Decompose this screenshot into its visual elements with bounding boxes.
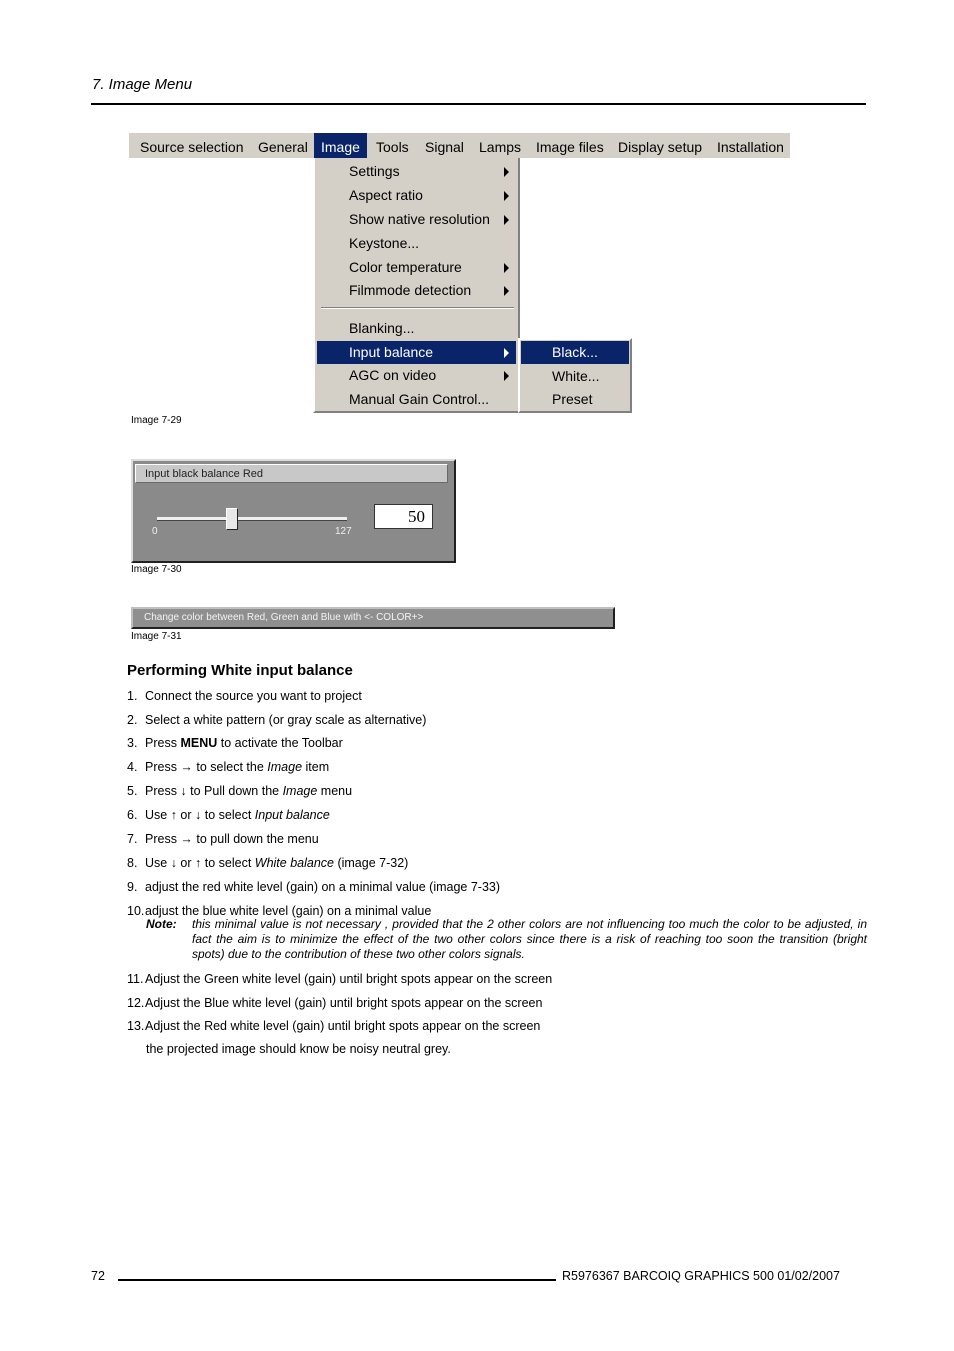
menu-item-label: Color temperature: [349, 259, 462, 275]
menu-separator: [321, 307, 514, 309]
menu-item-agc-on-video[interactable]: [317, 364, 516, 387]
step-text: Press MENU to activate the Toolbar: [145, 736, 343, 750]
menu-item-blanking[interactable]: [317, 317, 516, 340]
submenu-item-preset[interactable]: Preset: [552, 391, 593, 407]
step-text: Adjust the Green white level (gain) until bright spots appear on the screen: [145, 972, 553, 986]
menu-item-label: Keystone...: [349, 235, 420, 251]
step-item: [127, 832, 319, 846]
step-number: 1.: [127, 689, 138, 703]
image-caption: Image 7-29: [131, 415, 182, 426]
closing-text: the projected image should know be noisy neutral grey.: [146, 1042, 451, 1056]
step-item: [127, 972, 553, 986]
submenu-arrow-icon: [504, 191, 509, 201]
footer-rule: [118, 1279, 556, 1281]
page-number: 72: [91, 1269, 105, 1283]
menu-item-filmmode-detection[interactable]: [317, 279, 516, 302]
step-number: 4.: [127, 760, 138, 774]
step-number: 9.: [127, 880, 138, 894]
image-caption: Image 7-30: [131, 564, 182, 575]
submenu-item-black[interactable]: Black...: [521, 341, 629, 364]
step-text: Adjust the Red white level (gain) until bright spots appear on the screen: [145, 1019, 541, 1033]
step-text: Adjust the Blue white level (gain) until bright spots appear on the screen: [145, 996, 543, 1010]
menu-item-input-balance[interactable]: [317, 341, 516, 364]
step-number: 11.: [127, 972, 144, 986]
menu-lamps[interactable]: Lamps: [479, 139, 522, 155]
step-item: [127, 996, 543, 1010]
step-item: [127, 856, 409, 870]
menu-source-selection[interactable]: Source selection: [140, 139, 244, 155]
submenu-arrow-icon: [504, 263, 509, 273]
menu-item-label: Settings: [349, 163, 400, 179]
menu-signal[interactable]: Signal: [425, 139, 464, 155]
step-text: Select a white pattern (or gray scale as alternative): [145, 713, 427, 727]
menu-item-keystone[interactable]: [317, 232, 516, 255]
menu-item-label: AGC on video: [349, 367, 437, 383]
step-item: [127, 808, 330, 822]
menu-item-label: Blanking...: [349, 320, 415, 336]
step-number: 8.: [127, 856, 138, 870]
menu-display-setup[interactable]: Display setup: [618, 139, 703, 155]
step-text: Press ↓ to Pull down the Image menu: [145, 784, 353, 798]
step-item: [127, 904, 432, 918]
step-item: [127, 880, 501, 894]
step-number: 3.: [127, 736, 138, 750]
menu-item-label: Input balance: [349, 344, 434, 360]
step-item: [127, 1019, 541, 1033]
balance-slider-track[interactable]: [157, 517, 347, 521]
menu-item-label: Filmmode detection: [349, 282, 472, 298]
submenu-arrow-icon: [504, 167, 509, 177]
submenu-arrow-icon: [504, 348, 509, 358]
step-number: 7.: [127, 832, 138, 846]
step-number: 12.: [127, 996, 145, 1010]
slider-max-label: 127: [335, 526, 352, 537]
footer-reference: R5976367 BARCOIQ GRAPHICS 500 01/02/2007: [562, 1269, 840, 1283]
step-text: Use ↑ or ↓ to select Input balance: [145, 808, 330, 822]
image-dropdown-menu: [313, 158, 520, 413]
color-hint-statusbar: Change color between Red, Green and Blue with <- COLOR+>: [131, 607, 615, 629]
dialog-title: Input black balance Red: [135, 464, 448, 483]
menu-tools[interactable]: Tools: [376, 139, 409, 155]
image-caption: Image 7-31: [131, 631, 182, 642]
value-field[interactable]: 50: [374, 504, 433, 529]
input-balance-submenu: [518, 338, 632, 413]
submenu-arrow-icon: [504, 286, 509, 296]
step-number: 13.: [127, 1019, 145, 1033]
menu-item-color-temperature[interactable]: [317, 256, 516, 279]
step-text: Use ↓ or ↑ to select White balance (image 7-32): [145, 856, 409, 870]
submenu-arrow-icon: [504, 371, 509, 381]
menu-item-aspect-ratio[interactable]: [317, 184, 516, 207]
header-rule: [91, 103, 866, 105]
menu-item-settings[interactable]: [317, 160, 516, 183]
step-text: Connect the source you want to project: [145, 689, 362, 703]
menu-image[interactable]: Image: [314, 133, 367, 158]
menu-item-label: Show native resolution: [349, 211, 490, 227]
slider-min-label: 0: [152, 526, 158, 537]
step-item: [127, 713, 427, 727]
step-number: 5.: [127, 784, 138, 798]
menu-key: MENU: [180, 736, 218, 750]
menu-general[interactable]: General: [258, 139, 308, 155]
step-number: 6.: [127, 808, 138, 822]
note-label: Note:: [146, 917, 177, 931]
step-item: [127, 784, 353, 798]
menubar: [129, 133, 790, 158]
section-heading: Performing White input balance: [127, 662, 353, 679]
step-text: adjust the blue white level (gain) on a minimal value: [145, 904, 432, 918]
menu-image-files[interactable]: Image files: [536, 139, 604, 155]
section-header-title: 7. Image Menu: [92, 76, 193, 93]
step-text: Press → to select the Image item: [145, 760, 330, 774]
step-item: [127, 736, 343, 750]
menu-item-manual-gain-control[interactable]: [317, 388, 516, 411]
menu-item-label: Aspect ratio: [349, 187, 423, 203]
step-item: [127, 760, 330, 774]
submenu-item-white[interactable]: White...: [552, 368, 600, 384]
input-black-balance-dialog: [131, 459, 456, 563]
submenu-arrow-icon: [504, 215, 509, 225]
menu-installation[interactable]: Installation: [717, 139, 784, 155]
step-number: 2.: [127, 713, 138, 727]
step-text: adjust the red white level (gain) on a minimal value (image 7-33): [145, 880, 501, 894]
step-text: Press → to pull down the menu: [145, 832, 319, 846]
step-item: [127, 689, 362, 703]
balance-slider-thumb[interactable]: [226, 508, 238, 530]
menu-item-label: Manual Gain Control...: [349, 391, 490, 407]
note-text: this minimal value is not necessary , provided that the 2 other colors are not influencing too much the color to be adjusted, in fact the aim is to minimize the effect of the two other colors since there is a risk of reaching too soon the transition (bright spots) due to the contribution of these two other colors signals.: [192, 917, 867, 961]
menu-item-show-native-resolution[interactable]: [317, 208, 516, 231]
step-number: 10.: [127, 904, 145, 918]
